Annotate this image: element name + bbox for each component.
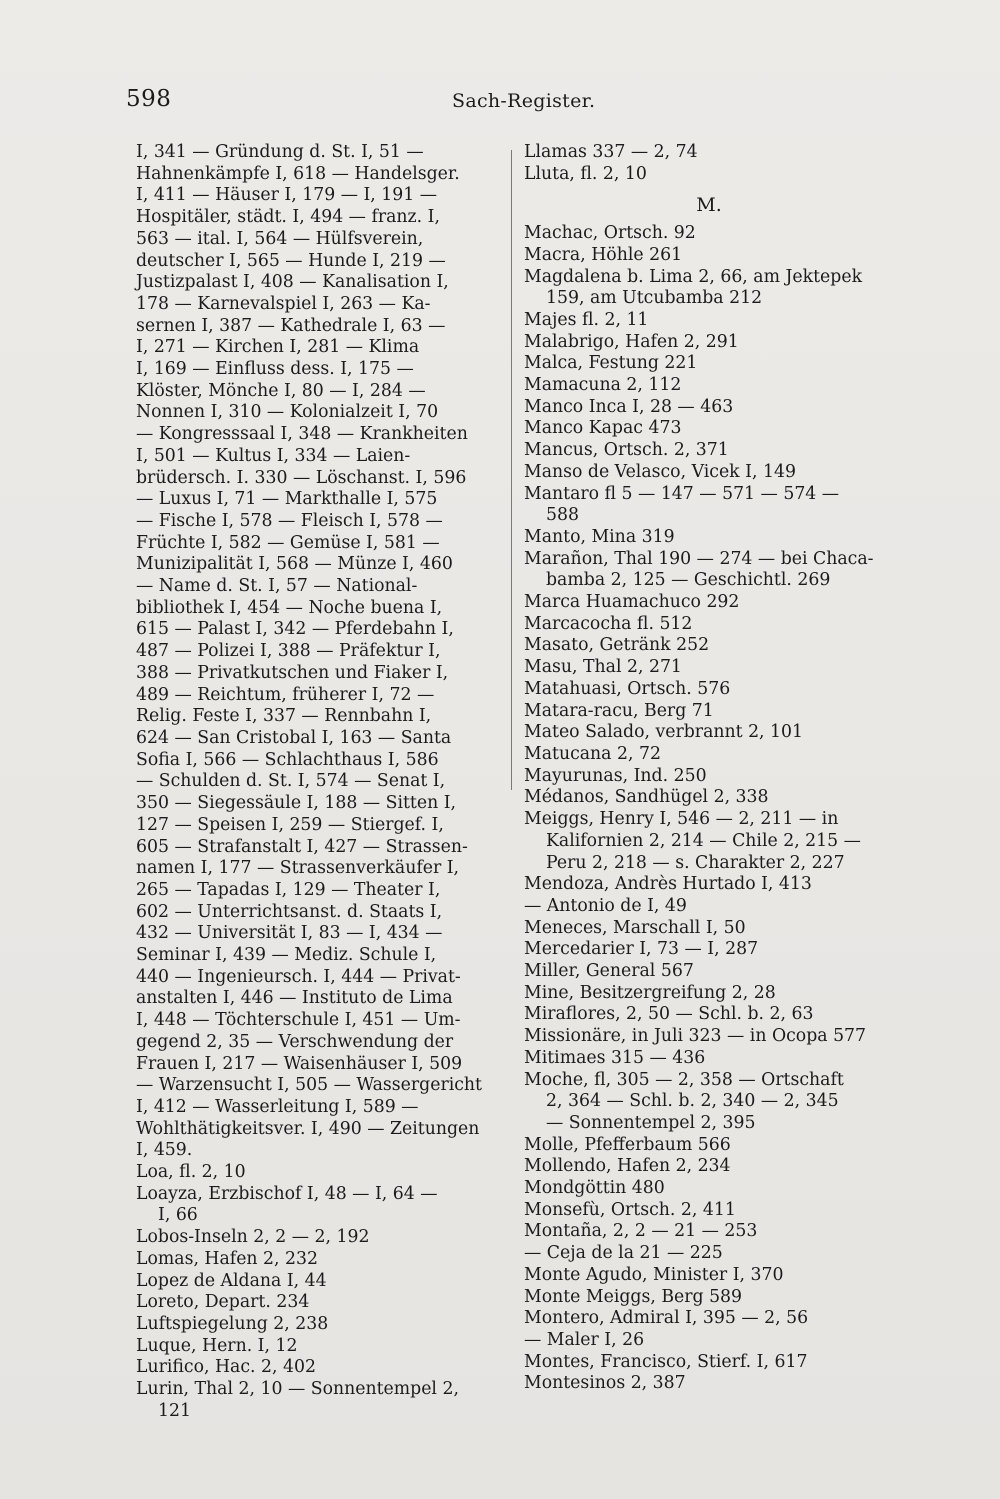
index-entry-line: — Antonio de I, 49: [524, 895, 687, 916]
index-entry-line: Luque, Hern. I, 12: [136, 1335, 298, 1356]
index-entry-line: Malabrigo, Hafen 2, 291: [524, 331, 739, 352]
index-entry-line: Mateo Salado, verbrannt 2, 101: [524, 722, 804, 743]
index-entry-line: Mitimaes 315 — 436: [524, 1047, 706, 1068]
running-title: Sach-Register.: [452, 90, 596, 112]
index-entry-line: bibliothek I, 454 — Noche buena I,: [136, 597, 443, 618]
index-entry-line: Machac, Ortsch. 92: [524, 223, 696, 244]
index-entry-line: Munizipalität I, 568 — Münze I, 460: [136, 554, 453, 575]
index-entry-line: 350 — Siegessäule I, 188 — Sitten I,: [136, 793, 457, 814]
index-entry-line: I, 501 — Kultus I, 334 — Laien-: [136, 445, 411, 466]
index-entry-line: Masato, Getränk 252: [524, 635, 710, 656]
index-entry-line: Mayurunas, Ind. 250: [524, 765, 707, 786]
index-entry-line: — Sonnentempel 2, 395: [546, 1112, 756, 1133]
index-entry-line: Marañon, Thal 190 — 274 — bei Chaca-: [524, 548, 874, 569]
index-entry-line: Mercedarier I, 73 — I, 287: [524, 939, 759, 960]
index-entry-line: Meneces, Marschall I, 50: [524, 917, 746, 938]
index-entry-line: Llamas 337 — 2, 74: [524, 142, 698, 162]
index-entry-line: Mantaro fl 5 — 147 — 571 — 574 —: [524, 483, 840, 504]
index-entry-line: I, 412 — Wasserleitung I, 589 —: [136, 1096, 419, 1117]
column-divider: [511, 150, 512, 790]
left-column: [136, 142, 496, 1422]
right-column: [524, 142, 894, 1395]
index-entry-line: Sofia I, 566 — Schlachthaus I, 586: [136, 749, 439, 770]
index-entry-line: Miller, General 567: [524, 961, 694, 982]
index-entry-line: Hospitäler, städt. I, 494 — franz. I,: [136, 207, 440, 228]
index-entry-line: 615 — Palast I, 342 — Pferdebahn I,: [136, 619, 454, 640]
index-entry-line: 2, 364 — Schl. b. 2, 340 — 2, 345: [546, 1091, 839, 1112]
index-entry-line: bamba 2, 125 — Geschichtl. 269: [546, 570, 831, 591]
index-entry-line: Loa, fl. 2, 10: [136, 1162, 246, 1183]
index-entry-line: Magdalena b. Lima 2, 66, am Jektepek: [524, 266, 863, 287]
index-entry-line: Frauen I, 217 — Waisenhäuser I, 509: [136, 1053, 463, 1074]
index-entry-line: Manco Kapac 473: [524, 418, 682, 439]
index-entry-line: Mendoza, Andrès Hurtado I, 413: [524, 874, 812, 895]
index-entry-line: Luftspiegelung 2, 238: [136, 1313, 329, 1334]
index-entry-line: Manto, Mina 319: [524, 526, 675, 547]
index-entry-line: Lobos-Inseln 2, 2 — 2, 192: [136, 1227, 370, 1248]
index-entry-line: Mine, Besitzergreifung 2, 28: [524, 982, 776, 1003]
index-entry-line: 178 — Karnevalspiel I, 263 — Ka-: [136, 293, 431, 314]
page-header: [0, 86, 1000, 126]
index-entry-line: Lopez de Aldana I, 44: [136, 1270, 327, 1291]
index-entry-line: Monte Agudo, Minister I, 370: [524, 1264, 784, 1285]
index-entry-line: Loayza, Erzbischof I, 48 — I, 64 —: [136, 1183, 438, 1204]
index-entry-line: — Ceja de la 21 — 225: [524, 1243, 723, 1264]
index-entry-line: 440 — Ingenieursch. I, 444 — Privat-: [136, 966, 461, 987]
page-number: 598: [126, 86, 172, 112]
index-entry-line: brüdersch. I. 330 — Löschanst. I, 596: [136, 467, 467, 488]
index-entry-line: Justizpalast I, 408 — Kanalisation I,: [136, 272, 449, 293]
index-entry-line: Marcacocha fl. 512: [524, 613, 693, 634]
index-entry-line: anstalten I, 446 — Instituto de Lima: [136, 988, 453, 1009]
index-entry-line: Mondgöttin 480: [524, 1178, 665, 1199]
index-entry-line: 432 — Universität I, 83 — I, 434 —: [136, 923, 443, 944]
index-entry-line: I, 459.: [136, 1140, 193, 1161]
index-entry-line: — Name d. St. I, 57 — National-: [136, 576, 418, 597]
index-entry-line: Klöster, Mönche I, 80 — I, 284 —: [136, 380, 426, 401]
index-entry-line: 605 — Strafanstalt I, 427 — Strassen-: [136, 836, 468, 857]
index-entry-line: Moche, fl, 305 — 2, 358 — Ortschaft: [524, 1069, 844, 1090]
index-entry-line: Relig. Feste I, 337 — Rennbahn I,: [136, 706, 432, 727]
index-entry-line: Montaña, 2, 2 — 21 — 253: [524, 1221, 758, 1242]
index-entry-line: Peru 2, 218 — s. Charakter 2, 227: [546, 852, 845, 873]
index-entry-line: Macra, Höhle 261: [524, 244, 683, 265]
index-entry-line: Majes fl. 2, 11: [524, 309, 649, 330]
right-column-entries: [524, 223, 894, 1395]
index-entry-line: Früchte I, 582 — Gemüse I, 581 —: [136, 532, 440, 553]
index-entry-line: Mollendo, Hafen 2, 234: [524, 1156, 731, 1177]
index-entry-line: Matara-racu, Berg 71: [524, 700, 714, 721]
index-entry-line: Matucana 2, 72: [524, 743, 661, 764]
index-entry-line: Manso de Velasco, Vicek I, 149: [524, 461, 796, 482]
index-entry-line: Montero, Admiral I, 395 — 2, 56: [524, 1308, 809, 1329]
index-entry-line: — Maler I, 26: [524, 1329, 645, 1350]
index-entry-line: 159, am Utcubamba 212: [546, 288, 763, 309]
index-entry-line: I, 271 — Kirchen I, 281 — Klima: [136, 337, 420, 358]
index-entry-line: — Schulden d. St. I, 574 — Senat I,: [136, 771, 446, 792]
index-entry-line: Masu, Thal 2, 271: [524, 657, 682, 678]
index-entry-line: Molle, Pfefferbaum 566: [524, 1134, 731, 1155]
index-entry-line: — Warzensucht I, 505 — Wassergericht: [136, 1075, 482, 1096]
index-entry-line: — Kongresssaal I, 348 — Krankheiten: [136, 424, 468, 445]
index-entry-line: 563 — ital. I, 564 — Hülfsverein,: [136, 228, 424, 249]
index-entry-line: 265 — Tapadas I, 129 — Theater I,: [136, 879, 441, 900]
index-entry-line: Missionäre, in Juli 323 — in Ocopa 577: [524, 1026, 867, 1047]
index-entry-line: I, 341 — Gründung d. St. I, 51 —: [136, 142, 424, 162]
index-entry-line: 624 — San Cristobal I, 163 — Santa: [136, 727, 452, 748]
index-entry-line: Hahnenkämpfe I, 618 — Handelsger.: [136, 163, 460, 184]
index-entry-line: — Luxus I, 71 — Markthalle I, 575: [136, 489, 438, 510]
index-entry-line: Matahuasi, Ortsch. 576: [524, 678, 731, 699]
index-entry-line: Montesinos 2, 387: [524, 1373, 686, 1394]
index-entry-line: Montes, Francisco, Stierf. I, 617: [524, 1351, 808, 1372]
index-entry-line: Mancus, Ortsch. 2, 371: [524, 440, 729, 461]
index-entry-line: Marca Huamachuco 292: [524, 592, 740, 613]
index-entry-line: Médanos, Sandhügel 2, 338: [524, 787, 769, 808]
index-entry-line: 121: [158, 1400, 191, 1421]
index-entry-line: Malca, Festung 221: [524, 353, 698, 374]
index-entry-line: Wohlthätigkeitsver. I, 490 — Zeitungen: [136, 1118, 480, 1139]
index-entry-line: 388 — Privatkutschen und Fiaker I,: [136, 662, 449, 683]
index-entry-line: sernen I, 387 — Kathedrale I, 63 —: [136, 315, 446, 336]
index-entry-line: 588: [546, 505, 579, 526]
index-entry-line: Seminar I, 439 — Mediz. Schule I,: [136, 945, 437, 966]
right-column-top-entries: [524, 142, 894, 185]
index-entry-line: Monsefù, Ortsch. 2, 411: [524, 1199, 736, 1220]
index-entry-line: 127 — Speisen I, 259 — Stiergef. I,: [136, 814, 444, 835]
index-entry-line: Miraflores, 2, 50 — Schl. b. 2, 63: [524, 1004, 814, 1025]
index-entry-line: I, 448 — Töchterschule I, 451 — Um-: [136, 1010, 461, 1031]
index-entry-line: Lurin, Thal 2, 10 — Sonnentempel 2,: [136, 1379, 459, 1400]
index-entry-line: Monte Meiggs, Berg 589: [524, 1286, 743, 1307]
index-entry-line: Lluta, fl. 2, 10: [524, 163, 647, 184]
index-entry-line: Loreto, Depart. 234: [136, 1292, 310, 1313]
section-letter-heading: M.: [696, 194, 722, 217]
index-entry-line: I, 169 — Einfluss dess. I, 175 —: [136, 359, 414, 380]
index-entry-line: 487 — Polizei I, 388 — Präfektur I,: [136, 641, 441, 662]
index-entry-line: deutscher I, 565 — Hunde I, 219 —: [136, 250, 446, 271]
index-entry-line: — Fische I, 578 — Fleisch I, 578 —: [136, 510, 443, 531]
index-entry-line: Mamacuna 2, 112: [524, 375, 682, 396]
index-entry-line: namen I, 177 — Strassenverkäufer I,: [136, 858, 460, 879]
index-entry-line: 602 — Unterrichtsanst. d. Staats I,: [136, 901, 443, 922]
index-entry-line: Manco Inca I, 28 — 463: [524, 396, 734, 417]
index-entry-line: Kalifornien 2, 214 — Chile 2, 215 —: [546, 830, 861, 851]
index-entry-line: I, 411 — Häuser I, 179 — I, 191 —: [136, 185, 438, 206]
index-entry-line: I, 66: [158, 1205, 198, 1226]
index-entry-line: Lurifico, Hac. 2, 402: [136, 1357, 316, 1378]
index-entry-line: Lomas, Hafen 2, 232: [136, 1248, 319, 1269]
index-entry-line: Meiggs, Henry I, 546 — 2, 211 — in: [524, 809, 839, 830]
index-entry-line: Nonnen I, 310 — Kolonialzeit I, 70: [136, 402, 439, 423]
index-entry-line: gegend 2, 35 — Verschwendung der: [136, 1031, 454, 1052]
index-entry-line: 489 — Reichtum, früherer I, 72 —: [136, 684, 435, 705]
